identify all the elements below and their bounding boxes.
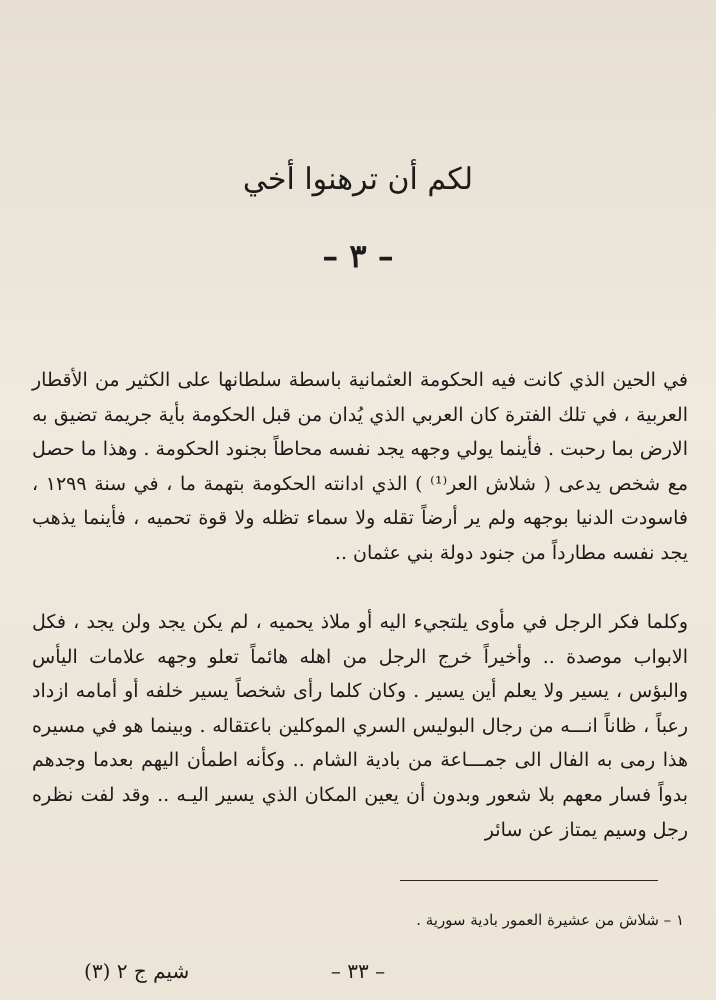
footnote-divider — [400, 880, 658, 881]
footnote: ١ – شلاش من عشيرة العمور بادية سورية . — [416, 911, 684, 929]
page-number: – ٣٣ – — [330, 959, 386, 983]
page-footer — [0, 956, 716, 986]
paragraph-1: في الحين الذي كانت فيه الحكومة العثمانية باسطة سلطانها على الكثير من الأقطار العربية ، في تلك الفترة كان العربي الذي يُدان من قبل الحكومة بأية جريمة تضيق به الارض بما رحبت . فأينما يولي وجهه يجد نفسه محاطاً بجنود الحكومة . وهذا ما حصل مع شخص يدعى ( شلاش العر⁽¹⁾ ) الذي ادانته الحكومة بتهمة ما ، في سنة ١٢٩٩ ، فاسودت الدنيا بوجهه ولم ير أرضاً تقله ولا سماء تظله ولا قوة تحميه ، فأينما يذهب يجد نفسه مطارداً من جنود دولة بني عثمان .. — [32, 369, 689, 564]
chapter-title: لكم أن ترهنوا أخي — [242, 162, 474, 197]
chapter-number: – ٣ – — [322, 237, 394, 275]
signature-mark: شيم ج ٢ (٣) — [84, 959, 190, 983]
paragraph-2: وكلما فكر الرجل في مأوى يلتجيء اليه أو ملاذ يحميه ، لم يكن يجد ولن يجد ، فكل الابواب موصدة .. وأخيراً خرج الرجل من اهله هائماً تعلو وجهه علامات اليأس والبؤس ، يسير ولا يعلم أين يسير . وكان كلما رأى شخصاً يسير خلفه أو أمامه ازداد رعباً ، ظاناً انـــه من رجال البوليس السري الموكلين باعتقاله . وبينما هو في مسيره هذا رمى به الفال الى جمـــاعة من بادية الشام .. وكأنه اطمأن اليهم بعدما وجدهم بدواً فسار معهم بلا شعور وبدون أن يعين المكان الذي يسير اليـه .. وقد لفت نظره رجل وسيم يمتاز عن سائر — [32, 611, 688, 841]
